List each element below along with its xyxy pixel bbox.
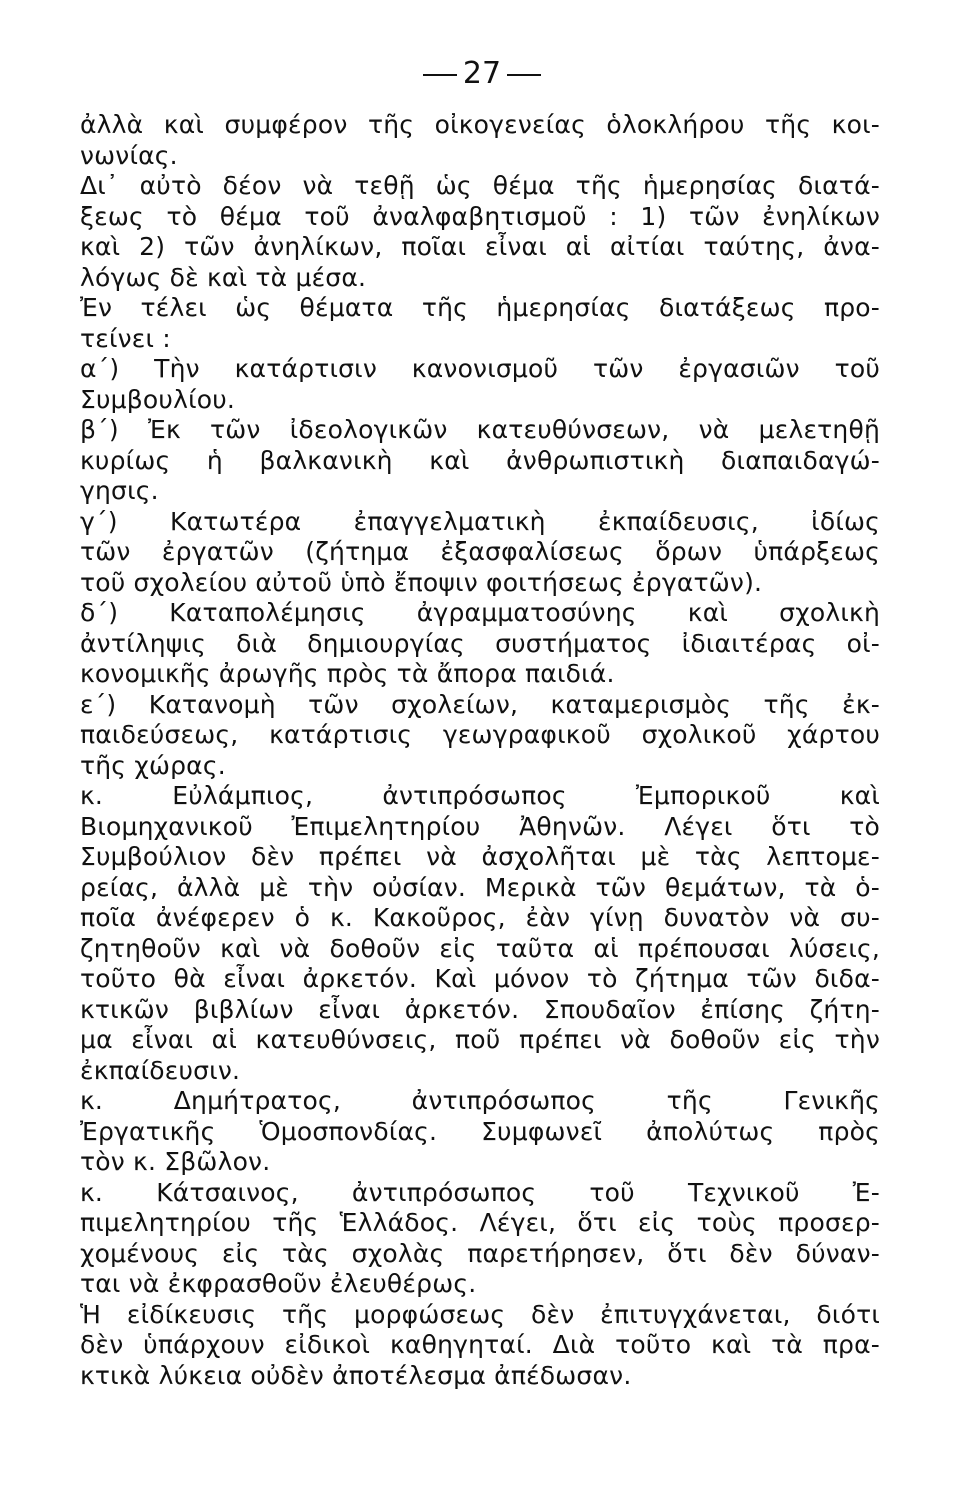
page-number-right-dash [507,74,541,76]
page-number-left-dash [423,74,457,76]
text-line: παιδεύσεως, κατάρτισις γεωγραφικοῦ σχολικοῦ χάρτου [80,720,880,749]
text-line: ρείας, ἀλλὰ μὲ τὴν οὐσίαν. Μερικὰ τῶν θεμάτων, τὰ ὁ- [80,872,880,902]
page-number-text: 27 [462,56,502,91]
text-line: ποῖα ἀνέφερεν ὁ κ. Κακοῦρος, ἐὰν γίνῃ δυνατὸν νὰ συ- [80,903,880,932]
text-line: α΄) Τὴν κατάρτισιν κανονισμοῦ τῶν ἐργασιῶν τοῦ [80,354,880,383]
text-line: κ. Εὐλάμπιος, ἀντιπρόσωπος Ἐμπορικοῦ καὶ [80,781,880,810]
text-line: τοῦτο θὰ εἶναι ἀρκετόν. Καὶ μόνον τὸ ζήτημα τῶν διδα- [80,964,880,993]
text-line: Συμβουλίου. [80,384,236,414]
text-line: Βιομηχανικοῦ Ἐπιμελητηρίου Ἀθηνῶν. Λέγει ὅτι τὸ [80,811,880,841]
body-text [80,110,880,1391]
text-line: γησις. [80,476,159,505]
text-line: κ. Δημήτρατος, ἀντιπρόσωπος τῆς Γενικῆς [80,1086,880,1115]
text-line: κονομικῆς ἀρωγῆς πρὸς τὰ ἄπορα παιδιά. [80,659,615,688]
text-line: χομένους εἰς τὰς σχολὰς παρετήρησεν, ὅτι δὲν δύναν- [80,1238,880,1268]
text-line: Ἡ εἰδίκευσις τῆς μορφώσεως δὲν ἐπιτυγχάνεται, διότι [80,1299,880,1329]
text-line: Δι᾽ αὐτὸ δέον νὰ τεθῇ ὡς θέμα τῆς ἡμερησίας διατά- [80,171,880,200]
page-number [0,58,964,90]
text-line: τῆς χώρας. [80,750,226,780]
text-line: Ἐν τέλει ὡς θέματα τῆς ἡμερησίας διατάξεως προ- [80,293,880,322]
text-line: λόγως δὲ καὶ τὰ μέσα. [80,262,367,292]
text-line: δ΄) Καταπολέμησις ἀγραμματοσύνης καὶ σχολικὴ [80,598,880,627]
text-line: ται νὰ ἐκφρασθοῦν ἐλευθέρως. [80,1269,477,1298]
text-line: ἀντίληψις διὰ δημιουργίας συστήματος ἰδιαιτέρας οἰ- [80,628,880,658]
text-line: τοῦ σχολείου αὐτοῦ ὑπὸ ἔποψιν φοιτήσεως ἐργατῶν). [80,567,763,597]
text-line: κυρίως ἡ βαλκανικὴ καὶ ἀνθρωπιστικὴ διαπαιδαγώ- [80,445,880,475]
text-line: Συμβούλιον δὲν πρέπει νὰ ἀσχολῆται μὲ τὰς λεπτομε- [80,842,880,871]
text-line: κτικὰ λύκεια οὐδὲν ἀποτέλεσμα ἀπέδωσαν. [80,1360,632,1390]
text-line: κ. Κάτσαινος, ἀντιπρόσωπος τοῦ Τεχνικοῦ Ἐ- [80,1177,880,1207]
text-line: νωνίας. [80,140,178,170]
text-line: β΄) Ἐκ τῶν ἰδεολογικῶν κατευθύνσεων, νὰ μελετηθῇ [80,415,880,444]
text-line: δὲν ὑπάρχουν εἰδικοὶ καθηγηταί. Διὰ τοῦτο καὶ τὰ πρα- [80,1330,880,1359]
text-line: ἀλλὰ καὶ συμφέρον τῆς οἰκογενείας ὁλοκλήρου τῆς κοι- [80,110,880,139]
text-line: μα εἶναι αἱ κατευθύνσεις, ποῦ πρέπει νὰ δοθοῦν εἰς τὴν [80,1025,880,1054]
text-line: ζητηθοῦν καὶ νὰ δοθοῦν εἰς ταῦτα αἱ πρέπουσαι λύσεις, [80,933,880,963]
text-line: γ΄) Κατωτέρα ἐπαγγελματικὴ ἐκπαίδευσις, ἰδίως [80,506,880,536]
text-line: πιμελητηρίου τῆς Ἑλλάδος. Λέγει, ὅτι εἰς τοὺς προσερ- [80,1208,880,1237]
text-line: τὸν κ. Σβῶλον. [80,1147,271,1176]
text-line: Ἐργατικῆς Ὁμοσπονδίας. Συμφωνεῖ ἀπολύτως πρὸς [80,1116,880,1146]
text-line: ε΄) Κατανομὴ τῶν σχολείων, καταμερισμὸς τῆς ἐκ- [80,689,880,719]
text-line: τῶν ἐργατῶν (ζήτημα ἐξασφαλίσεως ὅρων ὑπάρξεως [80,537,880,566]
text-line: ξεως τὸ θέμα τοῦ ἀναλφαβητισμοῦ : 1) τῶν ἐνηλίκων [80,201,880,231]
text-line: κτικῶν βιβλίων εἶναι ἀρκετόν. Σπουδαῖον ἐπίσης ζήτη- [80,994,880,1024]
text-line: τείνει : [80,323,171,353]
text-line: ἐκπαίδευσιν. [80,1055,241,1085]
text-line: καὶ 2) τῶν ἀνηλίκων, ποῖαι εἶναι αἱ αἰτίαι ταύτης, ἀνα- [80,232,880,261]
